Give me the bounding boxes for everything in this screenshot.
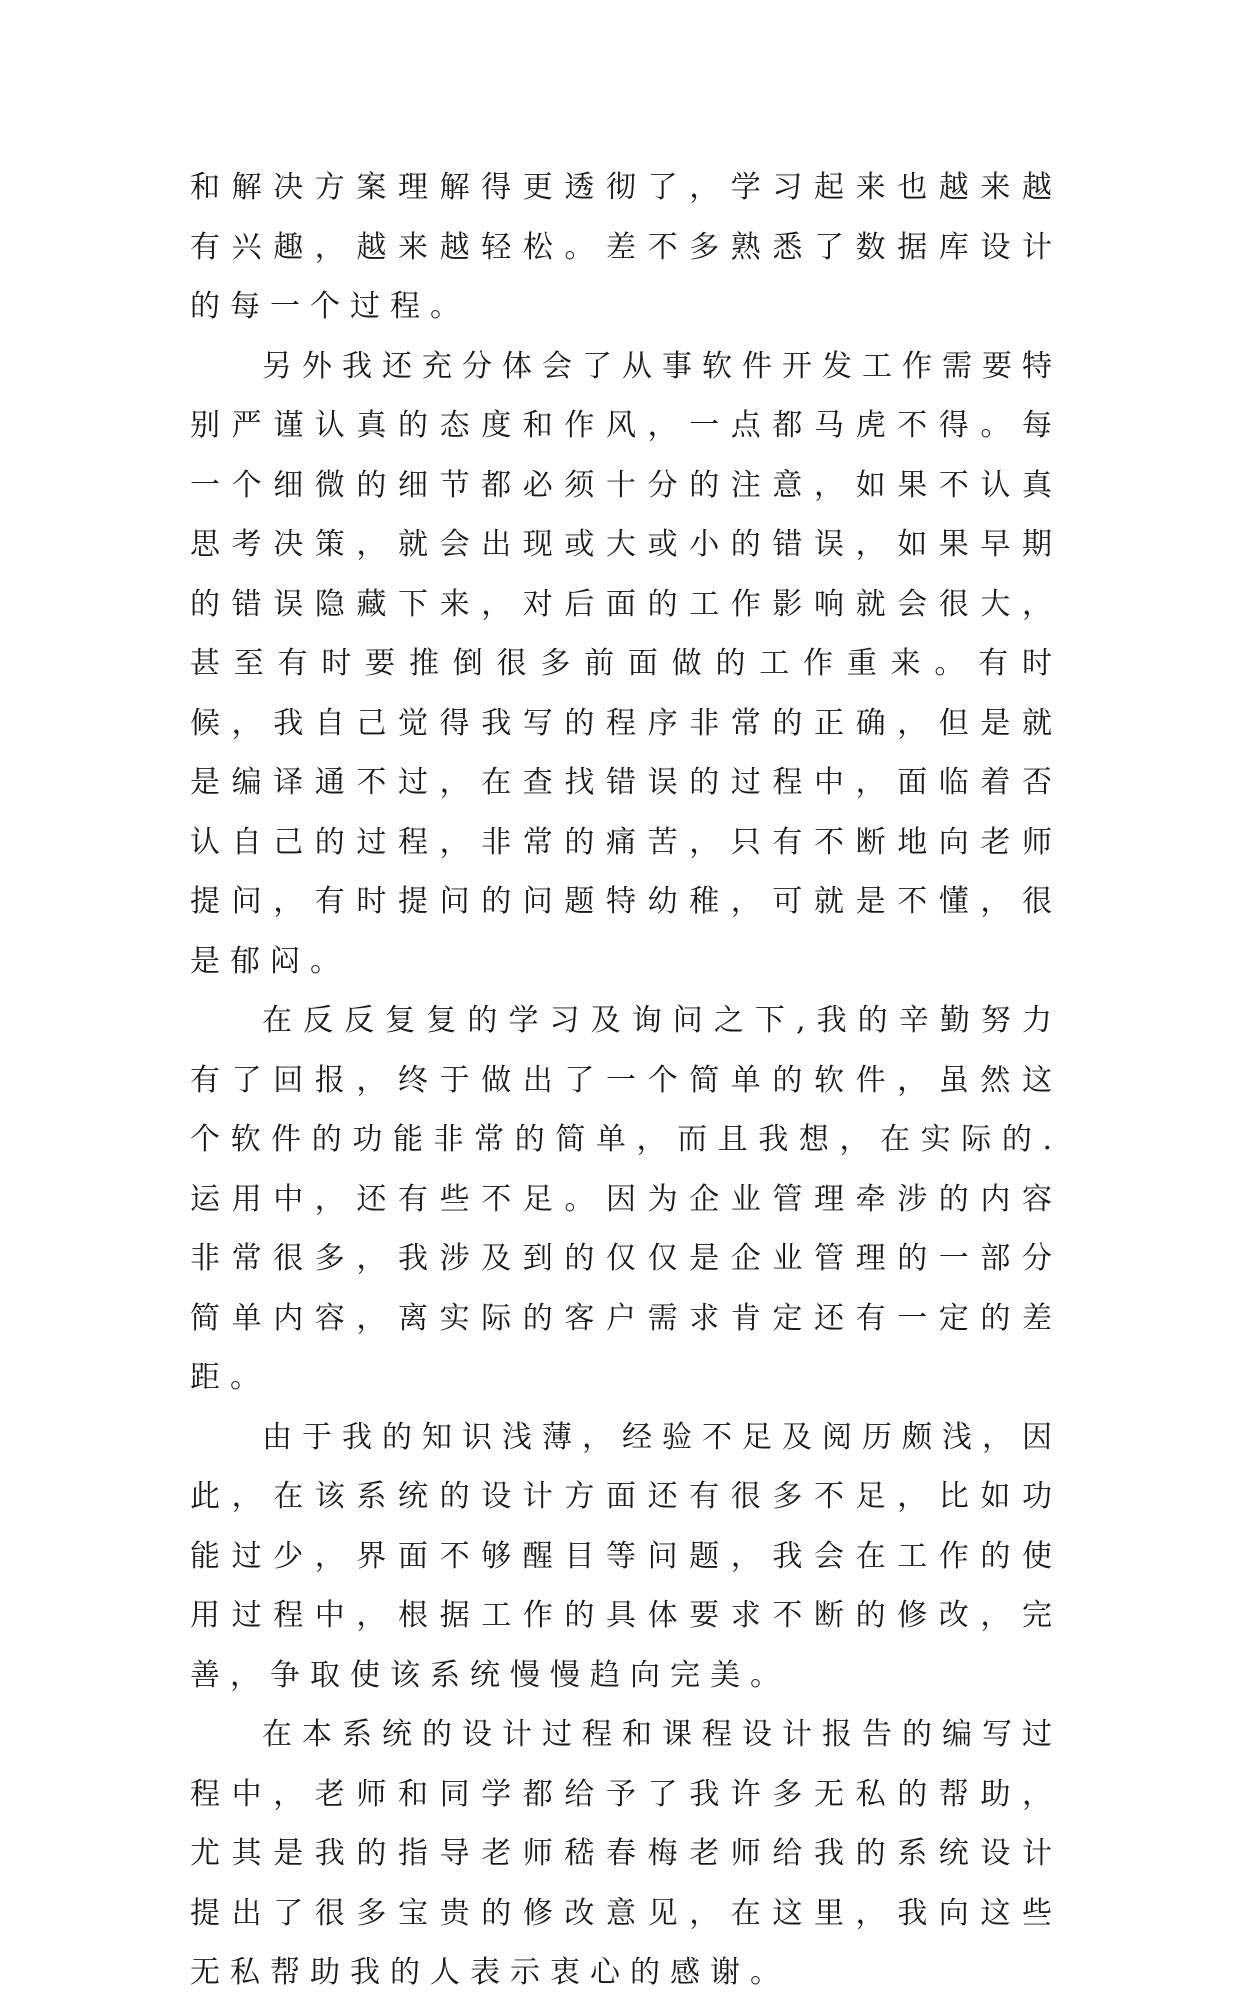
- paragraph-5: 在本系统的设计过程和课程设计报告的编写过程中，老师和同学都给予了我许多无私的帮助，尤其是我的指导老师嵇春梅老师给我的系统设计提出了很多宝贵的修改意见，在这里，我向这些无私帮助我的人表示衷心的感谢。: [190, 1717, 1062, 1990]
- paragraph-2: 另外我还充分体会了从事软件开发工作需要特别严谨认真的态度和作风，一点都马虎不得。每一个细微的细节都必须十分的注意，如果不认真思考决策，就会出现或大或小的错误，如果早期的错误隐藏下来，对后面的工作影响就会很大，甚至有时要推倒很多前面做的工作重来。有时候，我自己觉得我写的程序非常的正确，但是就是编译通不过，在查找错误的过程中，面临着否认自己的过程，非常的痛苦，只有不断地向老师提问，有时提问的问题特幼稚，可就是不懂，很是郁闷。: [190, 348, 1062, 979]
- paragraph-4: 由于我的知识浅薄，经验不足及阅历颇浅，因此，在该系统的设计方面还有很多不足，比如功能过少，界面不够醒目等问题，我会在工作的使用过程中，根据工作的具体要求不断的修改，完善，争取使该系统慢慢趋向完美。: [190, 1419, 1062, 1693]
- paragraph-1: 和解决方案理解得更透彻了，学习起来也越来越有兴趣，越来越轻松。差不多熟悉了数据库设计的每一个过程。: [190, 170, 1062, 324]
- document-body: [190, 158, 1062, 2003]
- paragraph-3: 在反反复复的学习及询问之下,我的辛勤努力有了回报，终于做出了一个简单的软件，虽然这个软件的功能非常的简单，而且我想，在实际的.运用中，还有些不足。因为企业管理牵涉的内容非常很多，我涉及到的仅仅是企业管理的一部分简单内容，离实际的客户需求肯定还有一定的差距。: [190, 1003, 1062, 1395]
